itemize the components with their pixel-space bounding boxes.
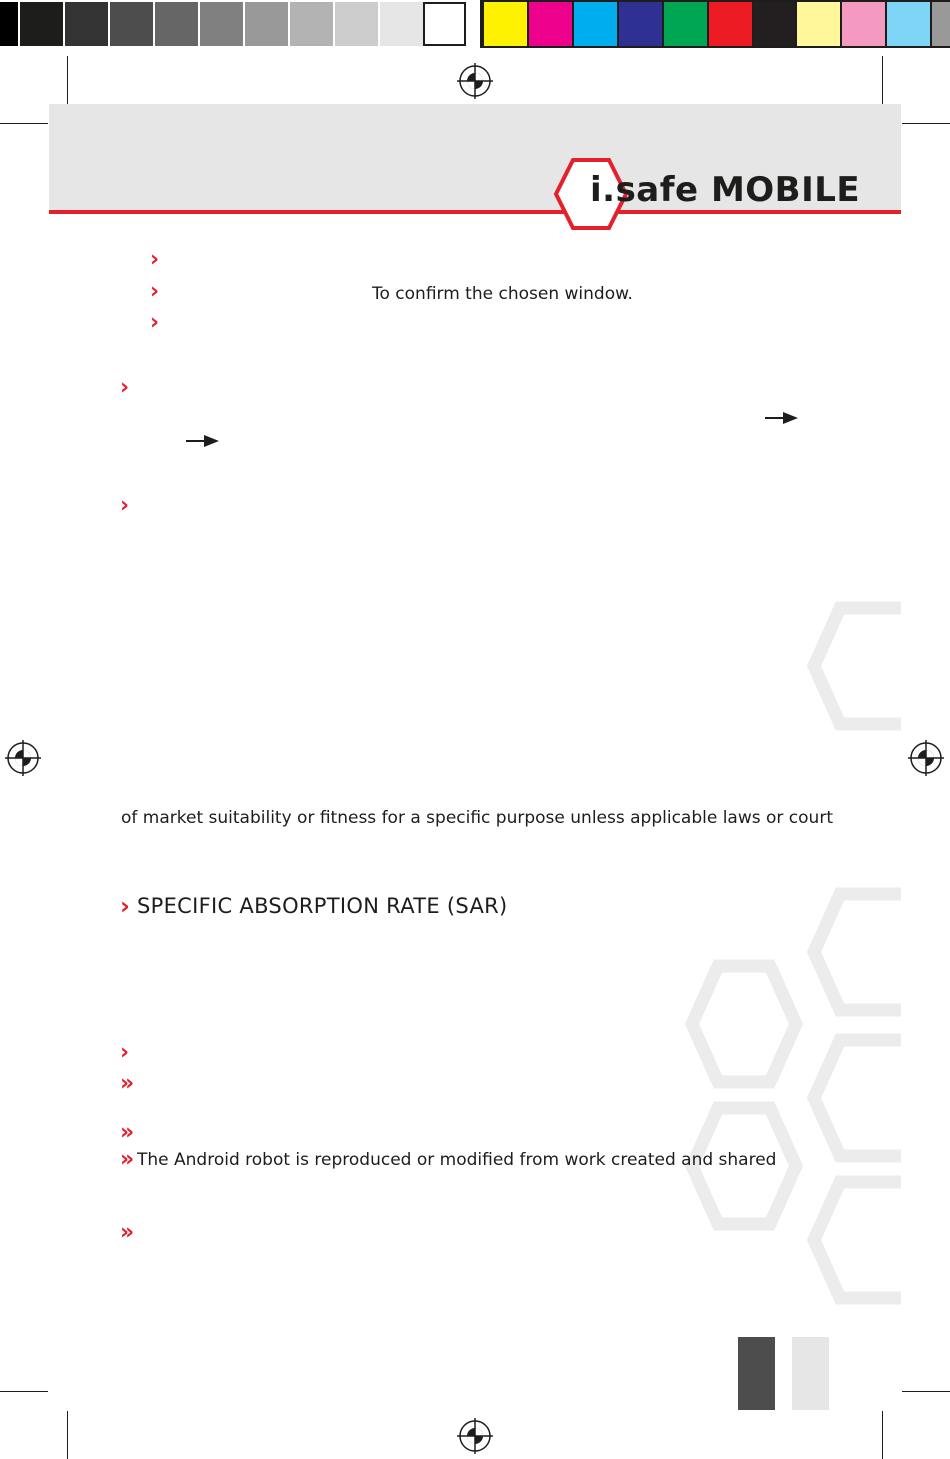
color-swatch	[664, 2, 707, 46]
heading-chevron: ›	[120, 892, 130, 920]
color-swatch	[887, 2, 930, 46]
confirm-window-text: To confirm the chosen window.	[372, 284, 633, 304]
gray-swatch	[0, 2, 18, 46]
android-robot-text: The Android robot is reproduced or modified from work created and shared	[137, 1150, 777, 1170]
sar-heading: SPECIFIC ABSORPTION RATE (SAR)	[137, 894, 508, 918]
decorative-hexagon-pattern	[680, 600, 901, 1310]
registration-mark-icon	[457, 1418, 493, 1454]
color-swatch	[574, 2, 617, 46]
bullet-double-chevron: »	[120, 1120, 135, 1145]
bullet-chevron: ›	[150, 310, 160, 335]
header-red-rule	[49, 210, 901, 214]
bullet-double-chevron: »	[120, 1220, 135, 1245]
gray-swatch	[423, 2, 466, 46]
gray-swatch	[110, 2, 153, 46]
crop-mark	[0, 123, 48, 124]
color-swatch	[529, 2, 572, 46]
page-tab-dark	[738, 1337, 775, 1410]
bullet-double-chevron: »	[120, 1147, 135, 1172]
crop-mark	[67, 56, 68, 104]
gray-swatch	[245, 2, 288, 46]
bullet-chevron: ›	[120, 375, 130, 400]
crop-mark	[902, 123, 950, 124]
brand-logo: i.safe MOBILE	[590, 170, 861, 210]
bullet-chevron: ›	[120, 493, 130, 518]
gray-swatch	[65, 2, 108, 46]
registration-mark-icon	[5, 740, 41, 776]
registration-mark-icon	[908, 740, 944, 776]
crop-mark	[67, 1411, 68, 1459]
right-arrow-icon	[186, 433, 220, 449]
gray-swatch	[335, 2, 378, 46]
bullet-chevron: ›	[150, 247, 160, 272]
page-tab-light	[792, 1337, 829, 1410]
right-arrow-icon	[765, 410, 799, 426]
color-swatch	[709, 2, 752, 46]
market-suitability-text: of market suitability or fitness for a specific purpose unless applicable laws or court	[121, 808, 833, 828]
registration-mark-icon	[457, 63, 493, 99]
color-swatch	[754, 2, 795, 46]
color-swatch	[797, 2, 840, 46]
gray-swatch	[290, 2, 333, 46]
color-swatch	[484, 2, 527, 46]
gray-swatch	[155, 2, 198, 46]
crop-mark	[882, 1411, 883, 1459]
color-swatch	[619, 2, 662, 46]
crop-mark	[0, 1391, 48, 1392]
color-swatch	[932, 2, 950, 46]
bullet-double-chevron: »	[120, 1071, 135, 1096]
color-swatch	[842, 2, 885, 46]
gray-swatch	[200, 2, 243, 46]
crop-mark	[902, 1391, 950, 1392]
bullet-chevron: ›	[120, 1040, 130, 1065]
crop-mark	[882, 56, 883, 104]
gray-swatch	[20, 2, 63, 46]
gray-swatch	[380, 2, 423, 46]
bullet-chevron: ›	[150, 279, 160, 304]
